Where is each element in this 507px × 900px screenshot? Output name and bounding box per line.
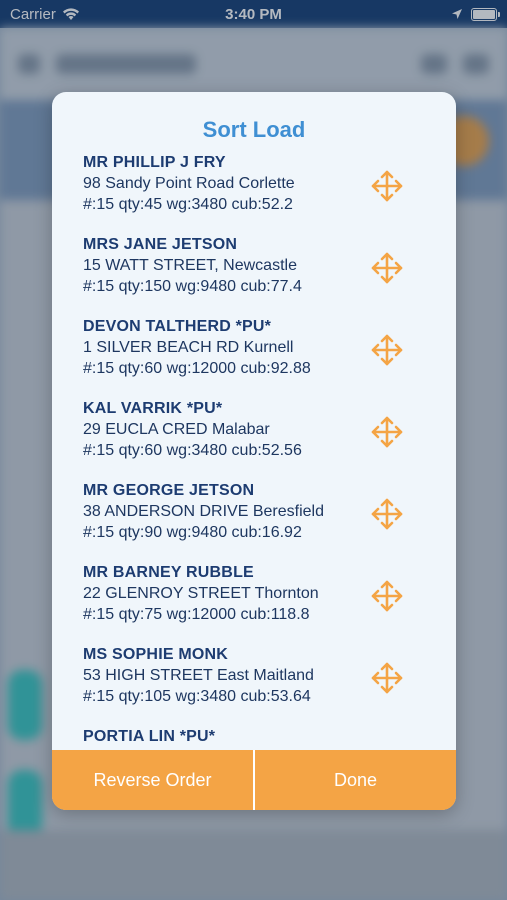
status-time: 3:40 PM xyxy=(225,5,282,23)
load-stats: #:15 qty:45 wg:3480 cub:52.2 xyxy=(83,196,293,213)
customer-name: KAL VARRIK *PU* xyxy=(83,400,223,417)
load-stats: #:15 qty:90 wg:9480 cub:16.92 xyxy=(83,524,302,541)
list-item[interactable] xyxy=(52,316,456,398)
move-arrows-icon[interactable] xyxy=(370,415,404,449)
done-button[interactable]: Done xyxy=(255,750,456,810)
list-item[interactable] xyxy=(52,562,456,644)
list-item[interactable] xyxy=(52,480,456,562)
modal-title: Sort Load xyxy=(202,117,306,142)
modal-footer xyxy=(52,750,456,810)
move-arrows-icon[interactable] xyxy=(370,661,404,695)
customer-address: 1 SILVER BEACH RD Kurnell xyxy=(83,339,294,356)
customer-name: MR PHILLIP J FRY xyxy=(83,154,226,171)
move-arrows-icon[interactable] xyxy=(370,579,404,613)
customer-name: DEVON TALTHERD *PU* xyxy=(83,318,272,335)
list-item[interactable] xyxy=(52,726,456,750)
sort-load-modal xyxy=(52,92,456,810)
customer-name: MRS JANE JETSON xyxy=(83,236,238,253)
list-item[interactable] xyxy=(52,398,456,480)
customer-address: 15 WATT STREET, Newcastle xyxy=(83,257,297,274)
load-stats: #:15 qty:60 wg:12000 cub:92.88 xyxy=(83,360,311,377)
move-arrows-icon[interactable] xyxy=(370,251,404,285)
load-stats: #:15 qty:150 wg:9480 cub:77.4 xyxy=(83,278,302,295)
carrier-label: Carrier xyxy=(10,5,56,23)
move-arrows-icon[interactable] xyxy=(370,497,404,531)
list-item[interactable] xyxy=(52,644,456,726)
move-arrows-icon[interactable] xyxy=(370,169,404,203)
customer-address: 38 ANDERSON DRIVE Beresfield xyxy=(83,503,324,520)
customer-name: MS SOPHIE MONK xyxy=(83,646,229,663)
customer-address: 53 HIGH STREET East Maitland xyxy=(83,667,314,684)
customer-address: 29 EUCLA CRED Malabar xyxy=(83,421,270,438)
customer-name: MR GEORGE JETSON xyxy=(83,482,255,499)
customer-address: 22 GLENROY STREET Thornton xyxy=(83,585,319,602)
reverse-order-button[interactable]: Reverse Order xyxy=(52,750,253,810)
list-item[interactable] xyxy=(52,234,456,316)
list-item[interactable] xyxy=(52,152,456,234)
customer-name: PORTIA LIN *PU* xyxy=(83,728,216,745)
load-list[interactable] xyxy=(52,152,456,750)
load-stats: #:15 qty:105 wg:3480 cub:53.64 xyxy=(83,688,311,705)
move-arrows-icon[interactable] xyxy=(370,333,404,367)
customer-address: 98 Sandy Point Road Corlette xyxy=(83,175,295,192)
customer-name: MR BARNEY RUBBLE xyxy=(83,564,254,581)
load-stats: #:15 qty:75 wg:12000 cub:118.8 xyxy=(83,606,310,623)
load-stats: #:15 qty:60 wg:3480 cub:52.56 xyxy=(83,442,302,459)
